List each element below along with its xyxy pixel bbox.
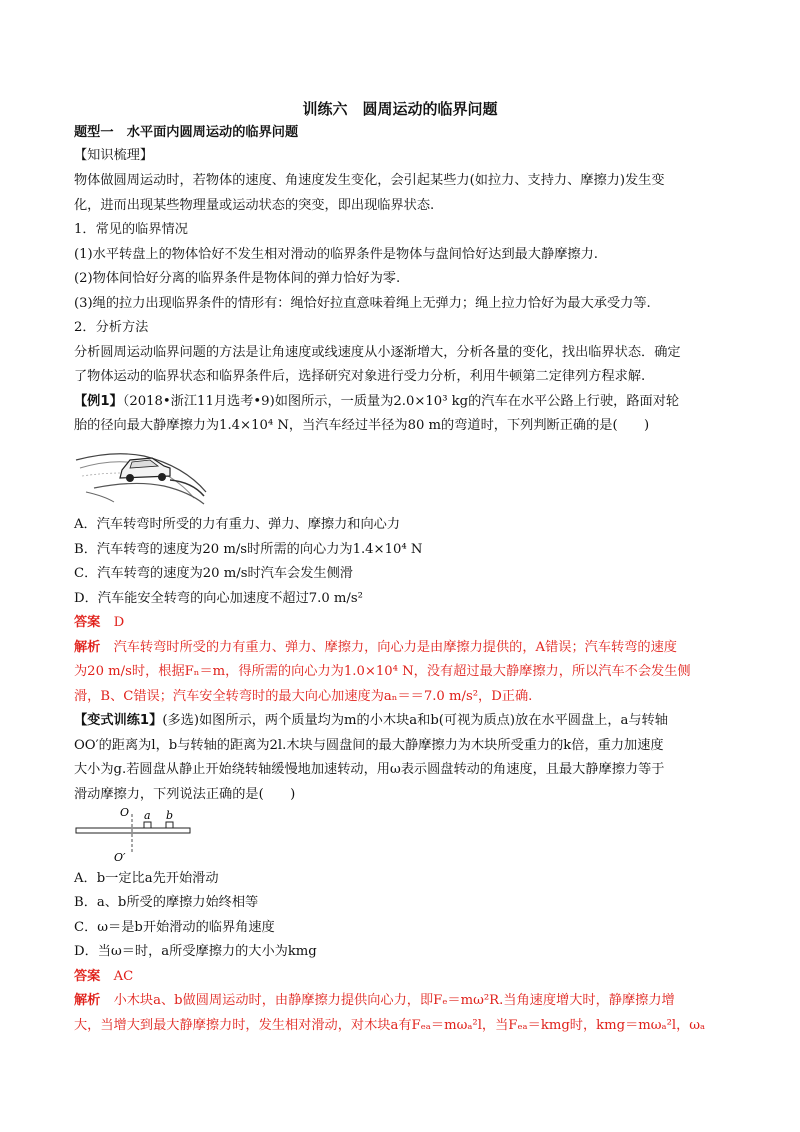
analysis-line: 解析 汽车转弯时所受的力有重力、弹力、摩擦力，向心力是由摩擦力提供的，A错误；汽车转弯的速度 <box>74 640 677 655</box>
variant-1-line: 滑动摩擦力，下列说法正确的是( ) <box>74 787 296 802</box>
option-line: D．当ω＝时，a所受摩擦力的大小为kmg <box>74 944 317 959</box>
variant-1-line: 大小为g.若圆盘从静止开始绕转轴缓慢地加速转动，用ω表示圆盘转动的角速度，且最大静摩擦力等于 <box>74 762 665 777</box>
rotating-disk-diagram <box>74 806 194 866</box>
case-line: (1)水平转盘上的物体恰好不发生相对滑动的临界条件是物体与盘间恰好达到最大静摩擦力. <box>74 247 598 262</box>
case-line: (3)绳的拉力出现临界条件的情形有：绳恰好拉直意味着绳上无弹力；绳上拉力恰好为最大承受力等. <box>74 296 651 311</box>
analysis-line: 解析 小木块a、b做圆周运动时，由静摩擦力提供向心力，即Fₑ＝mω²R.当角速度增大时，静摩擦力增 <box>74 993 675 1008</box>
answer-value: D <box>113 615 125 630</box>
label-a: a <box>144 809 151 822</box>
subheading: 2．分析方法 <box>74 320 149 335</box>
example-1-tag: 【例1】 <box>74 394 123 409</box>
option-line: A．b一定比a先开始滑动 <box>74 871 219 886</box>
axis-label-top: O <box>120 806 130 819</box>
section-heading: 题型一 水平面内圆周运动的临界问题 <box>74 125 299 140</box>
knowledge-tag: 【知识梳理】 <box>74 148 154 163</box>
block-b <box>166 822 173 828</box>
label-b: b <box>166 809 174 822</box>
analysis-line: 大，当增大到最大静摩擦力时，发生相对滑动，对木块a有Fₑₐ＝mωₐ²l，当Fₑₐ＝kmg时，kmg＝mωₐ²l，ωₐ <box>74 1018 706 1033</box>
answer-line: 答案 AC <box>74 969 134 984</box>
car-on-curve-illustration <box>74 446 214 506</box>
answer-line: 答案 D <box>74 615 125 630</box>
option-line: B．汽车转弯的速度为20 m/s时所需的向心力为1.4×10⁴ N <box>74 542 423 557</box>
subheading: 1．常见的临界情况 <box>74 222 188 237</box>
analysis-line: 为20 m/s时，根据Fₙ＝m，得所需的向心力为1.0×10⁴ N，没有超过最大静摩擦力，所以汽车不会发生侧 <box>74 664 691 679</box>
page-title: 训练六 圆周运动的临界问题 <box>302 100 498 118</box>
variant-1-line: 【变式训练1】(多选)如图所示，两个质量均为m的小木块a和b(可视为质点)放在水平圆盘上，a与转轴 <box>74 713 668 728</box>
variant-1-line: OO′的距离为l，b与转轴的距离为2l.木块与圆盘间的最大静摩擦力为木块所受重力的k倍，重力加速度 <box>74 738 664 753</box>
option-line: A．汽车转弯时所受的力有重力、弹力、摩擦力和向心力 <box>74 517 401 532</box>
option-line: B．a、b所受的摩擦力始终相等 <box>74 895 259 910</box>
answer-value: AC <box>113 969 134 984</box>
variant-1-tag: 【变式训练1】 <box>74 713 163 728</box>
intro-line: 化，进而出现某些物理量或运动状态的突变，即出现临界状态. <box>74 198 435 213</box>
intro-line: 物体做圆周运动时，若物体的速度、角速度发生变化，会引起某些力(如拉力、支持力、摩擦力)发生变 <box>74 173 665 188</box>
block-a <box>144 822 151 828</box>
axis-label-bottom: O′ <box>114 851 126 864</box>
example-1-line: 【例1】（2018•浙江11月选考•9)如图所示，一质量为2.0×10³ kg的汽车在水平公路上行驶，路面对轮 <box>74 394 680 409</box>
case-line: (2)物体间恰好分离的临界条件是物体间的弹力恰好为零. <box>74 271 401 286</box>
analysis-line: 滑，B、C错误；汽车安全转弯时的最大向心加速度为aₙ＝＝7.0 m/s²，D正确. <box>74 689 533 704</box>
method-line: 分析圆周运动临界问题的方法是让角速度或线速度从小逐渐增大，分析各量的变化，找出临界状态．确定 <box>74 345 681 360</box>
option-line: C．汽车转弯的速度为20 m/s时汽车会发生侧滑 <box>74 566 353 581</box>
option-line: D．汽车能安全转弯的向心加速度不超过7.0 m/s² <box>74 591 363 606</box>
option-line: C．ω＝是b开始滑动的临界角速度 <box>74 920 275 935</box>
example-1-line: 胎的径向最大静摩擦力为1.4×10⁴ N，当汽车经过半径为80 m的弯道时，下列判断正确的是( ) <box>74 418 650 433</box>
method-line: 了物体运动的临界状态和临界条件后，选择研究对象进行受力分析，利用牛顿第二定律列方程求解. <box>74 369 646 384</box>
